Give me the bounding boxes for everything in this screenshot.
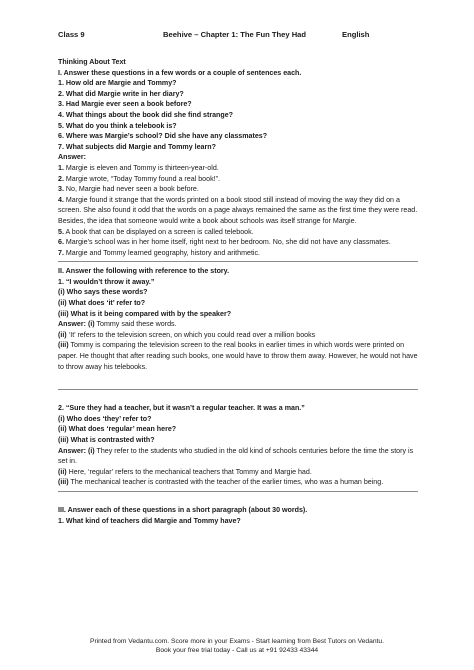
- spacer: [58, 496, 418, 505]
- header-class: Class 9: [58, 30, 85, 39]
- answer-7: 7. Margie and Tommy learned geography, history and arithmetic.: [58, 248, 261, 257]
- extract-1-part-i: (i) Who says these words?: [58, 288, 148, 297]
- spacer: [58, 372, 418, 386]
- extract-1-part-iii: (iii) What is it being compared with by the speaker?: [58, 309, 232, 318]
- extract-1-part-ii: (ii) What does ‘it’ refer to?: [58, 299, 146, 308]
- extract-1-answer-ii: (ii) ‘It’ refers to the television screen, on which you could read over a million books: [58, 330, 316, 339]
- extract-2-answer-i: Answer: (i) They refer to the students who studied in the old kind of schools centuries before the time the story is set in.: [58, 446, 414, 466]
- divider: [58, 389, 418, 390]
- answer-6: 6. Margie’s school was in her home itself, right next to her bedroom. No, she did not have any classmates.: [58, 238, 391, 247]
- question-7: 7. What subjects did Margie and Tommy learn?: [58, 142, 216, 151]
- answer-label: Answer:: [58, 153, 86, 162]
- question-5: 5. What do you think a telebook is?: [58, 121, 177, 130]
- extract-2-part-iii: (iii) What is contrasted with?: [58, 436, 155, 444]
- question-1: 1. How old are Margie and Tommy?: [58, 79, 177, 88]
- answer-3: 3. No, Margie had never seen a book before.: [58, 185, 199, 194]
- extract-1-quote: 1. “I wouldn’t throw it away.”: [58, 277, 155, 286]
- spacer: [58, 394, 418, 403]
- divider: [58, 491, 418, 492]
- page-footer: [0, 637, 474, 656]
- answer-4: 4. Margie found it strange that the words printed on a book stood still instead of moving the way they did on a screen. She also found it odd that the words on a page always remained the same as the first time they were read. Besides, the idea that someone would write a book about schools was itself strange for Margie.: [58, 195, 418, 225]
- question-2: 2. What did Margie write in her diary?: [58, 89, 184, 98]
- extract-1-answer-i: Answer: (i) Tommy said these words.: [58, 320, 177, 329]
- extract-1-answer-iii: (iii) Tommy is comparing the television screen to the real books in earlier times in which words were printed on paper. He thought that after reading such books, one would have to throw them away. However, he would not have to throw away his telebooks.: [58, 341, 418, 371]
- section1-instruction: I. Answer these questions in a few words or a couple of sentences each.: [58, 68, 302, 77]
- section3-instruction: III. Answer each of these questions in a short paragraph (about 30 words).: [58, 505, 308, 514]
- header-subject: English: [342, 30, 370, 39]
- page-content: [58, 57, 418, 526]
- page-header: [58, 30, 418, 42]
- footer-line-2: Book your free trial today - Call us at +91 92433 43344: [155, 647, 319, 655]
- header-title: Beehive – Chapter 1: The Fun They Had: [163, 30, 307, 39]
- footer-line-1: Printed from Vedantu.com. Score more in your Exams - Start learning from Best Tutors on Vedantu.: [89, 638, 384, 645]
- extract-2-quote: 2. “Sure they had a teacher, but it wasn’t a regular teacher. It was a man.”: [58, 404, 305, 413]
- section2-instruction: II. Answer the following with reference to the story.: [58, 267, 230, 276]
- divider: [58, 261, 418, 262]
- answer-2: 2. Margie wrote, “Today Tommy found a real book!”.: [58, 174, 220, 183]
- section-heading: Thinking About Text: [58, 58, 126, 66]
- answer-1: 1. Margie is eleven and Tommy is thirteen-year-old.: [58, 163, 219, 172]
- question-6: 6. Where was Margie’s school? Did she have any classmates?: [58, 132, 268, 141]
- question-3: 3. Had Margie ever seen a book before?: [58, 100, 192, 109]
- answer-5: 5. A book that can be displayed on a screen is called telebook.: [58, 227, 254, 236]
- extract-2-answer-ii: (ii) Here, ‘regular’ refers to the mechanical teachers that Tommy and Margie had.: [58, 467, 312, 476]
- question-4: 4. What things about the book did she find strange?: [58, 110, 233, 119]
- section3-question-1: 1. What kind of teachers did Margie and Tommy have?: [58, 516, 241, 525]
- extract-2-part-i: (i) Who does ‘they’ refer to?: [58, 414, 152, 423]
- extract-2-answer-iii: (iii) The mechanical teacher is contrasted with the teacher of the earlier times, who was a human being.: [58, 478, 384, 487]
- extract-2-part-ii: (ii) What does ‘regular’ mean here?: [58, 425, 177, 434]
